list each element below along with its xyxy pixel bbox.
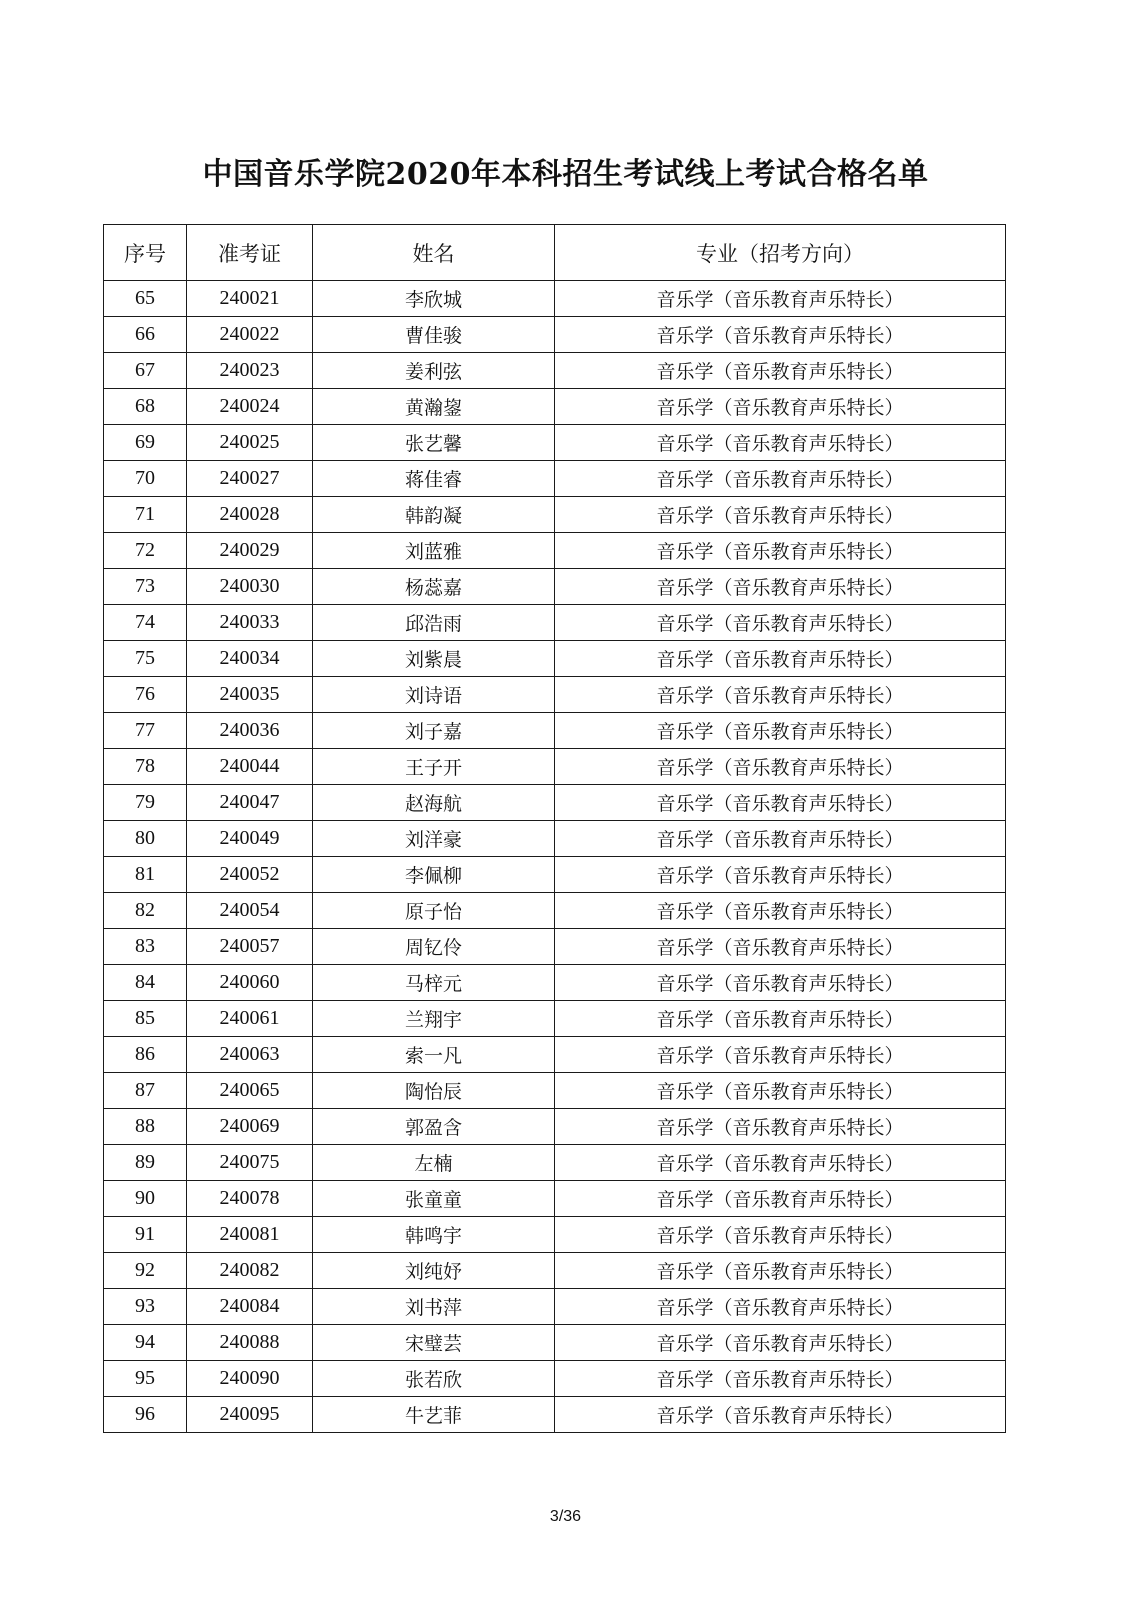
cell-name: 蒋佳睿 <box>313 461 555 497</box>
cell-seq: 69 <box>104 425 187 461</box>
cell-seq: 80 <box>104 821 187 857</box>
cell-major: 音乐学（音乐教育声乐特长） <box>555 1073 1006 1109</box>
cell-name: 刘子嘉 <box>313 713 555 749</box>
cell-name: 曹佳骏 <box>313 317 555 353</box>
cell-name: 邱浩雨 <box>313 605 555 641</box>
cell-name: 韩韵凝 <box>313 497 555 533</box>
cell-seq: 92 <box>104 1253 187 1289</box>
cell-name: 郭盈含 <box>313 1109 555 1145</box>
cell-seq: 78 <box>104 749 187 785</box>
cell-seq: 93 <box>104 1289 187 1325</box>
cell-name: 兰翔宇 <box>313 1001 555 1037</box>
cell-major: 音乐学（音乐教育声乐特长） <box>555 929 1006 965</box>
table-header <box>104 225 1006 281</box>
header-name: 姓名 <box>313 225 555 281</box>
cell-major: 音乐学（音乐教育声乐特长） <box>555 281 1006 317</box>
cell-major: 音乐学（音乐教育声乐特长） <box>555 893 1006 929</box>
cell-name: 韩鸣宇 <box>313 1217 555 1253</box>
cell-seq: 77 <box>104 713 187 749</box>
cell-major: 音乐学（音乐教育声乐特长） <box>555 1361 1006 1397</box>
cell-major: 音乐学（音乐教育声乐特长） <box>555 857 1006 893</box>
cell-name: 刘洋豪 <box>313 821 555 857</box>
cell-exam-id: 240025 <box>187 425 313 461</box>
cell-seq: 68 <box>104 389 187 425</box>
cell-seq: 86 <box>104 1037 187 1073</box>
cell-exam-id: 240078 <box>187 1181 313 1217</box>
cell-seq: 71 <box>104 497 187 533</box>
cell-exam-id: 240065 <box>187 1073 313 1109</box>
cell-major: 音乐学（音乐教育声乐特长） <box>555 569 1006 605</box>
table-row <box>104 1253 1006 1289</box>
cell-major: 音乐学（音乐教育声乐特长） <box>555 677 1006 713</box>
cell-exam-id: 240052 <box>187 857 313 893</box>
cell-name: 李欣城 <box>313 281 555 317</box>
cell-exam-id: 240022 <box>187 317 313 353</box>
table-row <box>104 461 1006 497</box>
cell-name: 原子怡 <box>313 893 555 929</box>
cell-major: 音乐学（音乐教育声乐特长） <box>555 497 1006 533</box>
cell-exam-id: 240075 <box>187 1145 313 1181</box>
cell-major: 音乐学（音乐教育声乐特长） <box>555 389 1006 425</box>
cell-name: 姜利弦 <box>313 353 555 389</box>
cell-name: 王子开 <box>313 749 555 785</box>
cell-exam-id: 240023 <box>187 353 313 389</box>
table-row <box>104 1073 1006 1109</box>
table-row <box>104 281 1006 317</box>
cell-exam-id: 240044 <box>187 749 313 785</box>
cell-name: 刘蓝雅 <box>313 533 555 569</box>
cell-seq: 70 <box>104 461 187 497</box>
table-row <box>104 1325 1006 1361</box>
cell-exam-id: 240036 <box>187 713 313 749</box>
admission-list-table <box>103 224 1006 1433</box>
cell-major: 音乐学（音乐教育声乐特长） <box>555 1001 1006 1037</box>
cell-major: 音乐学（音乐教育声乐特长） <box>555 785 1006 821</box>
table-row <box>104 1397 1006 1433</box>
cell-name: 周钇伶 <box>313 929 555 965</box>
table-row <box>104 1217 1006 1253</box>
cell-major: 音乐学（音乐教育声乐特长） <box>555 1217 1006 1253</box>
table-row <box>104 857 1006 893</box>
cell-name: 马梓元 <box>313 965 555 1001</box>
cell-major: 音乐学（音乐教育声乐特长） <box>555 317 1006 353</box>
cell-major: 音乐学（音乐教育声乐特长） <box>555 461 1006 497</box>
cell-name: 刘书萍 <box>313 1289 555 1325</box>
cell-major: 音乐学（音乐教育声乐特长） <box>555 425 1006 461</box>
table-row <box>104 1181 1006 1217</box>
cell-major: 音乐学（音乐教育声乐特长） <box>555 1397 1006 1433</box>
cell-seq: 85 <box>104 1001 187 1037</box>
cell-exam-id: 240084 <box>187 1289 313 1325</box>
table-row <box>104 389 1006 425</box>
cell-seq: 87 <box>104 1073 187 1109</box>
table-row <box>104 965 1006 1001</box>
cell-exam-id: 240049 <box>187 821 313 857</box>
table-row <box>104 1037 1006 1073</box>
cell-exam-id: 240088 <box>187 1325 313 1361</box>
header-major: 专业（招考方向） <box>555 225 1006 281</box>
cell-exam-id: 240061 <box>187 1001 313 1037</box>
cell-exam-id: 240060 <box>187 965 313 1001</box>
cell-name: 索一凡 <box>313 1037 555 1073</box>
cell-seq: 94 <box>104 1325 187 1361</box>
cell-seq: 88 <box>104 1109 187 1145</box>
header-exam-id: 准考证 <box>187 225 313 281</box>
cell-name: 黄瀚鋆 <box>313 389 555 425</box>
cell-seq: 91 <box>104 1217 187 1253</box>
cell-name: 赵海航 <box>313 785 555 821</box>
table-row <box>104 1109 1006 1145</box>
cell-major: 音乐学（音乐教育声乐特长） <box>555 749 1006 785</box>
cell-seq: 72 <box>104 533 187 569</box>
cell-exam-id: 240034 <box>187 641 313 677</box>
table-row <box>104 569 1006 605</box>
cell-seq: 89 <box>104 1145 187 1181</box>
table-row <box>104 713 1006 749</box>
cell-seq: 73 <box>104 569 187 605</box>
table-row <box>104 1001 1006 1037</box>
cell-name: 张童童 <box>313 1181 555 1217</box>
header-row <box>104 225 1006 281</box>
table-row <box>104 497 1006 533</box>
cell-exam-id: 240024 <box>187 389 313 425</box>
table-row <box>104 929 1006 965</box>
cell-major: 音乐学（音乐教育声乐特长） <box>555 1109 1006 1145</box>
cell-exam-id: 240057 <box>187 929 313 965</box>
cell-exam-id: 240033 <box>187 605 313 641</box>
cell-seq: 81 <box>104 857 187 893</box>
cell-name: 杨蕊嘉 <box>313 569 555 605</box>
document-title: 中国音乐学院2020年本科招生考试线上考试合格名单 <box>202 157 929 192</box>
table-row <box>104 641 1006 677</box>
cell-major: 音乐学（音乐教育声乐特长） <box>555 965 1006 1001</box>
cell-name: 陶怡辰 <box>313 1073 555 1109</box>
cell-major: 音乐学（音乐教育声乐特长） <box>555 1145 1006 1181</box>
table-row <box>104 821 1006 857</box>
cell-exam-id: 240069 <box>187 1109 313 1145</box>
cell-seq: 83 <box>104 929 187 965</box>
cell-exam-id: 240095 <box>187 1397 313 1433</box>
table-row <box>104 893 1006 929</box>
cell-seq: 95 <box>104 1361 187 1397</box>
cell-seq: 90 <box>104 1181 187 1217</box>
cell-name: 刘纯妤 <box>313 1253 555 1289</box>
cell-exam-id: 240047 <box>187 785 313 821</box>
cell-major: 音乐学（音乐教育声乐特长） <box>555 353 1006 389</box>
cell-major: 音乐学（音乐教育声乐特长） <box>555 821 1006 857</box>
cell-seq: 82 <box>104 893 187 929</box>
cell-seq: 79 <box>104 785 187 821</box>
cell-major: 音乐学（音乐教育声乐特长） <box>555 1289 1006 1325</box>
cell-exam-id: 240030 <box>187 569 313 605</box>
cell-exam-id: 240035 <box>187 677 313 713</box>
cell-exam-id: 240090 <box>187 1361 313 1397</box>
cell-name: 李佩柳 <box>313 857 555 893</box>
cell-exam-id: 240028 <box>187 497 313 533</box>
cell-name: 左楠 <box>313 1145 555 1181</box>
cell-major: 音乐学（音乐教育声乐特长） <box>555 1325 1006 1361</box>
table-row <box>104 1361 1006 1397</box>
table-row <box>104 785 1006 821</box>
cell-exam-id: 240082 <box>187 1253 313 1289</box>
header-seq: 序号 <box>104 225 187 281</box>
table-row <box>104 605 1006 641</box>
cell-major: 音乐学（音乐教育声乐特长） <box>555 641 1006 677</box>
cell-major: 音乐学（音乐教育声乐特长） <box>555 1253 1006 1289</box>
cell-seq: 96 <box>104 1397 187 1433</box>
table-body <box>104 281 1006 1433</box>
table-row <box>104 425 1006 461</box>
cell-exam-id: 240054 <box>187 893 313 929</box>
cell-name: 宋璧芸 <box>313 1325 555 1361</box>
table-row <box>104 1289 1006 1325</box>
cell-exam-id: 240029 <box>187 533 313 569</box>
cell-major: 音乐学（音乐教育声乐特长） <box>555 533 1006 569</box>
cell-exam-id: 240063 <box>187 1037 313 1073</box>
cell-seq: 67 <box>104 353 187 389</box>
cell-name: 刘紫晨 <box>313 641 555 677</box>
cell-exam-id: 240081 <box>187 1217 313 1253</box>
cell-seq: 76 <box>104 677 187 713</box>
cell-seq: 75 <box>104 641 187 677</box>
cell-seq: 65 <box>104 281 187 317</box>
table-row <box>104 749 1006 785</box>
cell-seq: 66 <box>104 317 187 353</box>
table-row <box>104 533 1006 569</box>
cell-name: 张若欣 <box>313 1361 555 1397</box>
page-number: 3/36 <box>549 1508 582 1525</box>
cell-exam-id: 240021 <box>187 281 313 317</box>
table-row <box>104 1145 1006 1181</box>
cell-exam-id: 240027 <box>187 461 313 497</box>
table-row <box>104 677 1006 713</box>
table-row <box>104 317 1006 353</box>
cell-major: 音乐学（音乐教育声乐特长） <box>555 713 1006 749</box>
cell-name: 刘诗语 <box>313 677 555 713</box>
cell-name: 张艺馨 <box>313 425 555 461</box>
table-row <box>104 353 1006 389</box>
cell-seq: 74 <box>104 605 187 641</box>
cell-major: 音乐学（音乐教育声乐特长） <box>555 1181 1006 1217</box>
cell-name: 牛艺菲 <box>313 1397 555 1433</box>
cell-major: 音乐学（音乐教育声乐特长） <box>555 1037 1006 1073</box>
cell-seq: 84 <box>104 965 187 1001</box>
cell-major: 音乐学（音乐教育声乐特长） <box>555 605 1006 641</box>
